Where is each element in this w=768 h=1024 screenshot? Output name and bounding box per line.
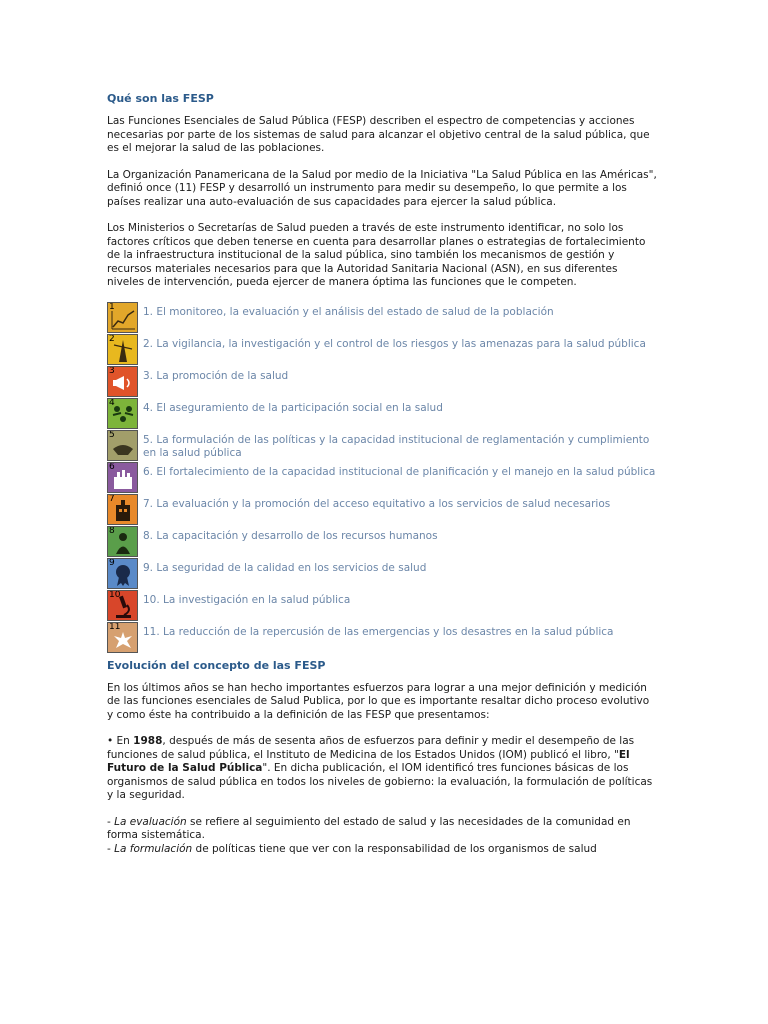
year-1988: 1988	[133, 735, 163, 747]
explosion-icon	[107, 622, 138, 653]
fesp-icon-number: 9	[109, 557, 115, 568]
fesp-item-5	[107, 430, 657, 462]
fesp-icon-number: 8	[109, 525, 115, 536]
fesp-link-10[interactable]: 10. La investigación en la salud pública	[143, 593, 351, 606]
tower-icon	[107, 334, 138, 365]
fesp-icon-number: 3	[109, 365, 115, 376]
hospital-icon	[107, 494, 138, 525]
fesp-list	[107, 302, 657, 654]
term-evaluacion: La evaluación	[114, 815, 187, 828]
fesp-link-9[interactable]: 9. La seguridad de la calidad en los servicios de salud	[143, 561, 427, 574]
person-icon	[107, 526, 138, 557]
paragraph-ops: La Organización Panamericana de la Salud por medio de la Iniciativa "La Salud Pública en las Américas", definió once (11) FESP y desarrolló un instrumento para medir su desempeño, lo que permite a los países realizar una auto-evaluación de sus capacidades para ejercer la salud pública.	[107, 168, 657, 208]
fesp-link-4[interactable]: 4. El aseguramiento de la participación social en la salud	[143, 401, 443, 414]
chart-icon	[107, 302, 138, 333]
fesp-link-1[interactable]: 1. El monitoreo, la evaluación y el análisis del estado de salud de la población	[143, 305, 554, 318]
building-icon	[107, 462, 138, 493]
paragraph-1988: • En 1988, después de más de sesenta años de esfuerzos para definir y medir el desempeño de las funciones de salud pública, el Instituto de Medicina de los Estados Unidos (IOM) publicó el libro, "El Futuro de la Salud Pública". En dicha publicación, el IOM identificó tres funciones básicas de los organismos de salud pública en todos los niveles de gobierno: la evaluación, la formulación de políticas y la seguridad.	[107, 735, 653, 801]
fesp-icon-number: 2	[109, 333, 115, 344]
fesp-item-10	[107, 590, 657, 622]
fesp-icon-number: 6	[109, 461, 115, 472]
section-heading-what-are-fesp: Qué son las FESP	[107, 92, 214, 105]
fesp-link-6[interactable]: 6. El fortalecimiento de la capacidad institucional de planificación y el manejo en la salud pública	[143, 465, 656, 478]
fesp-icon-number: 5	[109, 429, 115, 440]
fesp-icon-number: 7	[109, 493, 115, 504]
fesp-icon-number: 1	[109, 301, 115, 312]
term-formulacion: La formulación	[114, 842, 193, 855]
paragraph-ministries: Los Ministerios o Secretarías de Salud pueden a través de este instrumento identificar, no solo los factores críticos que deben tenerse en cuenta para desarrollar planes o estrategias de fortalecimiento de la infraestructura institucional de la salud pública, sino también los mecanismos de gestión y recursos materiales necesarios para que la Autoridad Sanitaria Nacional (ASN), en sus diferentes niveles de intervención, pueda ejercer de manera óptima las funciones que le competen.	[107, 222, 646, 288]
paragraph-evolution: En los últimos años se han hecho importantes esfuerzos para lograr a una mejor definición y medición de las funciones esenciales de Salud Publica, por lo que es importante resaltar dicho proceso evolutivo y como éste ha contribuido a la definición de las FESP que presentamos:	[107, 681, 650, 721]
microscope-icon	[107, 590, 138, 621]
fesp-link-7[interactable]: 7. La evaluación y la promoción del acceso equitativo a los servicios de salud necesarios	[143, 497, 611, 510]
fesp-icon-number: 4	[109, 397, 115, 408]
fesp-icon-number: 10	[109, 589, 121, 600]
fesp-link-8[interactable]: 8. La capacitación y desarrollo de los recursos humanos	[143, 529, 438, 542]
fesp-icon-number: 11	[109, 621, 121, 632]
document-body	[107, 92, 657, 856]
section-heading-evolution: Evolución del concepto de las FESP	[107, 658, 326, 672]
megaphone-icon	[107, 366, 138, 397]
paragraph-intro: Las Funciones Esenciales de Salud Pública (FESP) describen el espectro de competencias y acciones necesarias por parte de los sistemas de salud para alcanzar el objetivo central de la salud pública, que es el mejorar la salud de las poblaciones.	[107, 115, 650, 154]
fesp-item-4	[107, 398, 657, 430]
seal-icon	[107, 558, 138, 589]
fesp-item-3	[107, 366, 657, 398]
fesp-item-9	[107, 558, 657, 590]
fesp-link-3[interactable]: 3. La promoción de la salud	[143, 369, 289, 382]
fesp-item-11	[107, 622, 657, 654]
fesp-item-8	[107, 526, 657, 558]
fesp-link-5[interactable]: 5. La formulación de las políticas y la capacidad institucional de reglamentación y cumplimiento en la salud pública	[143, 433, 650, 459]
fesp-item-2	[107, 334, 657, 366]
fesp-item-6	[107, 462, 657, 494]
fesp-item-1	[107, 302, 657, 334]
paragraph-definitions: - La evaluación se refiere al seguimiento del estado de salud y las necesidades de la comunidad en forma sistemática. - La formulación de políticas tiene que ver con la responsabilidad de los organismos de salud	[107, 815, 631, 855]
handshake-icon	[107, 430, 138, 461]
people-icon	[107, 398, 138, 429]
fesp-link-2[interactable]: 2. La vigilancia, la investigación y el control de los riesgos y las amenazas para la salud pública	[143, 337, 646, 350]
book-title: El Futuro de la Salud Pública	[107, 748, 630, 774]
fesp-link-11[interactable]: 11. La reducción de la repercusión de las emergencias y los desastres en la salud pública	[143, 625, 614, 638]
fesp-item-7	[107, 494, 657, 526]
